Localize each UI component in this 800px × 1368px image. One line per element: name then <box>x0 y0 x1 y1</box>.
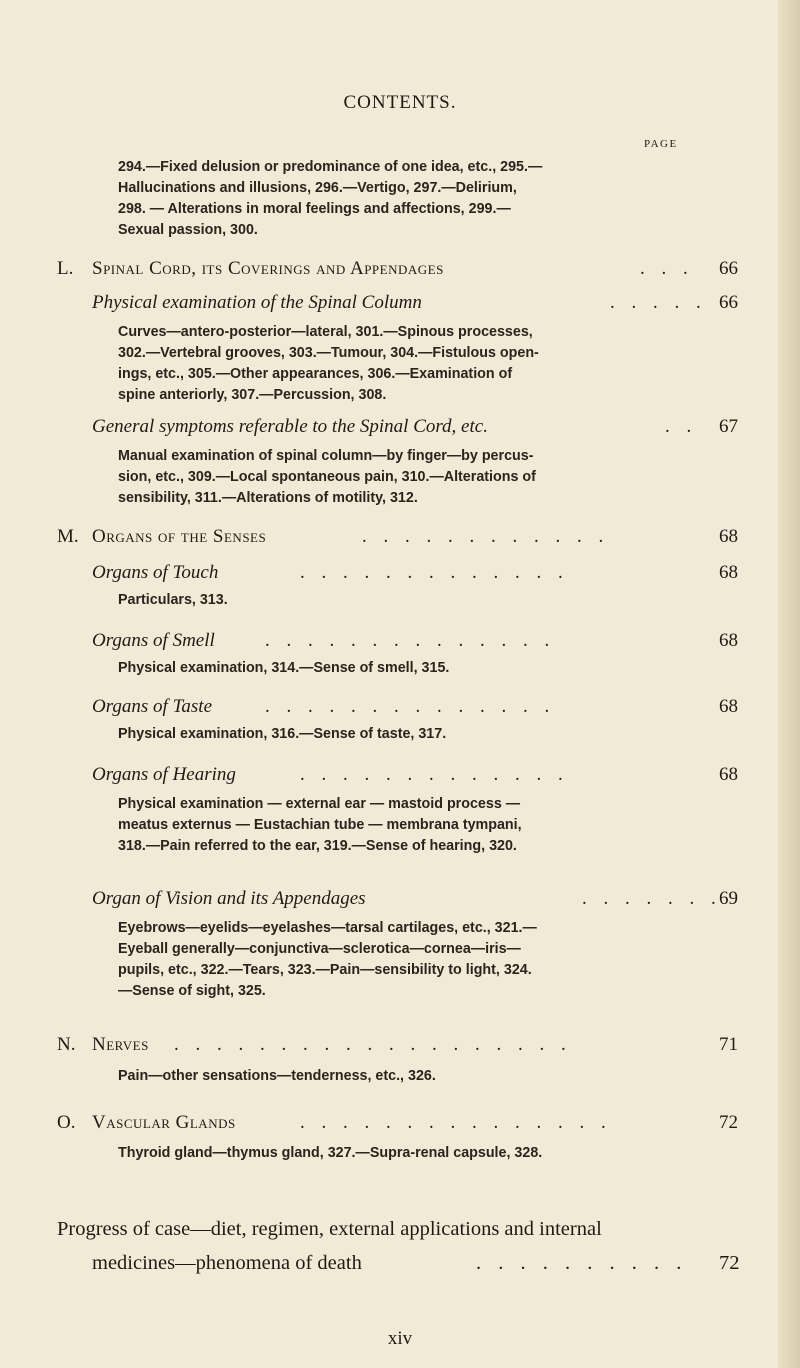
section-letter: M. <box>57 526 79 547</box>
section-title: Nerves <box>92 1034 149 1055</box>
subsection-title: Organ of Vision and its Appendages <box>92 888 366 909</box>
subsection-entry <box>0 888 800 916</box>
leader-dots: . . . <box>640 258 694 279</box>
intro-line: Sexual passion, 300. <box>118 222 258 238</box>
section-letter: L. <box>57 258 74 279</box>
description-line: Manual examination of spinal column—by finger—by percus- <box>118 448 534 464</box>
section-description <box>118 1143 542 1164</box>
leader-dots: . . . . . . . . . . . . . . . <box>300 1112 612 1133</box>
description-line: Particulars, 313. <box>118 592 228 608</box>
page-column-label: PAGE <box>644 138 678 150</box>
description-line: sensibility, 311.—Alterations of motility, 312. <box>118 490 418 506</box>
section-description <box>118 1066 436 1087</box>
intro-line: 298. — Alterations in moral feelings and affections, 299.— <box>118 201 511 217</box>
running-head: CONTENTS. <box>343 92 457 113</box>
description-line: spine anteriorly, 307.—Percussion, 308. <box>118 387 387 403</box>
page-number: 68 <box>719 630 738 651</box>
subsection-description <box>118 322 539 406</box>
intro-line: 294.—Fixed delusion or predominance of one idea, etc., 295.— <box>118 159 543 175</box>
section-title: Organs of the Senses <box>92 526 267 547</box>
description-line: sion, etc., 309.—Local spontaneous pain, 310.—Alterations of <box>118 469 536 485</box>
subsection-title: Organs of Hearing <box>92 764 236 785</box>
page-number: 72 <box>719 1112 738 1133</box>
section-title: Vascular Glands <box>92 1112 236 1133</box>
leader-dots: . . . . . . . . . . . . <box>362 526 610 547</box>
leader-dots: . . . . . . . . . . <box>476 1252 688 1274</box>
subsection-description <box>118 446 536 509</box>
section-entry-l <box>0 258 800 286</box>
page-number: 68 <box>719 526 738 547</box>
leader-dots: . . . . . <box>610 292 707 313</box>
page-number: 68 <box>719 562 738 583</box>
description-line: 302.—Vertebral grooves, 303.—Tumour, 304.—Fistulous open- <box>118 345 539 361</box>
leader-dots: . . . . . . . <box>582 888 722 909</box>
subsection-description <box>118 590 228 611</box>
section-letter: O. <box>57 1112 76 1133</box>
page-number: 69 <box>719 888 738 909</box>
subsection-entry <box>0 630 800 658</box>
description-line: Pain—other sensations—tenderness, etc., 326. <box>118 1068 436 1084</box>
subsection-title: Organs of Smell <box>92 630 215 651</box>
subsection-entry <box>0 416 800 444</box>
leader-dots: . . . . . . . . . . . . . <box>300 562 569 583</box>
description-line: meatus externus — Eustachian tube — membrana tympani, <box>118 817 522 833</box>
description-line: Eyeball generally—conjunctiva—sclerotica—cornea—iris— <box>118 941 521 957</box>
leader-dots: . . <box>665 416 698 437</box>
leader-dots: . . . . . . . . . . . . . . <box>265 630 556 651</box>
section-letter: N. <box>57 1034 76 1055</box>
page-number: 71 <box>719 1034 738 1055</box>
subsection-entry <box>0 562 800 590</box>
description-line: Physical examination, 314.—Sense of smell, 315. <box>118 660 450 676</box>
subsection-description <box>118 658 449 679</box>
page-number: 68 <box>719 764 738 785</box>
footer-entry-line: Progress of case—diet, regimen, external applications and internal <box>57 1218 602 1240</box>
intro-line: Hallucinations and illusions, 296.—Vertigo, 297.—Delirium, <box>118 180 517 196</box>
page-number: 66 <box>719 258 738 279</box>
description-line: Thyroid gland—thymus gland, 327.—Supra-renal capsule, 328. <box>118 1145 543 1161</box>
footer-entry-text: medicines—phenomena of death <box>92 1252 362 1274</box>
subsection-title: Physical examination of the Spinal Column <box>92 292 422 313</box>
section-entry-m <box>0 526 800 554</box>
page-number: 66 <box>719 292 738 313</box>
leader-dots: . . . . . . . . . . . . . <box>300 764 569 785</box>
section-title: Spinal Cord, its Coverings and Appendages <box>92 258 444 279</box>
subsection-description <box>118 794 522 857</box>
description-line: 318.—Pain referred to the ear, 319.—Sense of hearing, 320. <box>118 838 517 854</box>
page-number: 72 <box>719 1252 740 1274</box>
subsection-entry <box>0 292 800 320</box>
subsection-entry <box>0 696 800 724</box>
section-entry-n <box>0 1034 800 1062</box>
subsection-description <box>118 724 446 745</box>
description-line: Eyebrows—eyelids—eyelashes—tarsal cartilages, etc., 321.— <box>118 920 537 936</box>
subsection-title: Organs of Touch <box>92 562 219 583</box>
description-line: Physical examination — external ear — mastoid process — <box>118 796 521 812</box>
description-line: ings, etc., 305.—Other appearances, 306.—Examination of <box>118 366 513 382</box>
description-line: —Sense of sight, 325. <box>118 983 266 999</box>
description-line: Physical examination, 316.—Sense of taste, 317. <box>118 726 447 742</box>
folio: xiv <box>387 1328 413 1349</box>
page-number: 67 <box>719 416 738 437</box>
section-entry-o <box>0 1112 800 1140</box>
intro-paragraph <box>118 157 542 241</box>
subsection-title: Organs of Taste <box>92 696 213 717</box>
leader-dots: . . . . . . . . . . . . . . <box>265 696 556 717</box>
subsection-entry <box>0 764 800 792</box>
footer-entry <box>0 1252 800 1280</box>
description-line: pupils, etc., 322.—Tears, 323.—Pain—sensibility to light, 324. <box>118 962 532 978</box>
leader-dots: . . . . . . . . . . . . . . . . . . . <box>174 1034 572 1055</box>
page-number: 68 <box>719 696 738 717</box>
description-line: Curves—antero-posterior—lateral, 301.—Spinous processes, <box>118 324 533 340</box>
subsection-description <box>118 918 537 1002</box>
subsection-title: General symptoms referable to the Spinal Cord, etc. <box>92 416 488 437</box>
